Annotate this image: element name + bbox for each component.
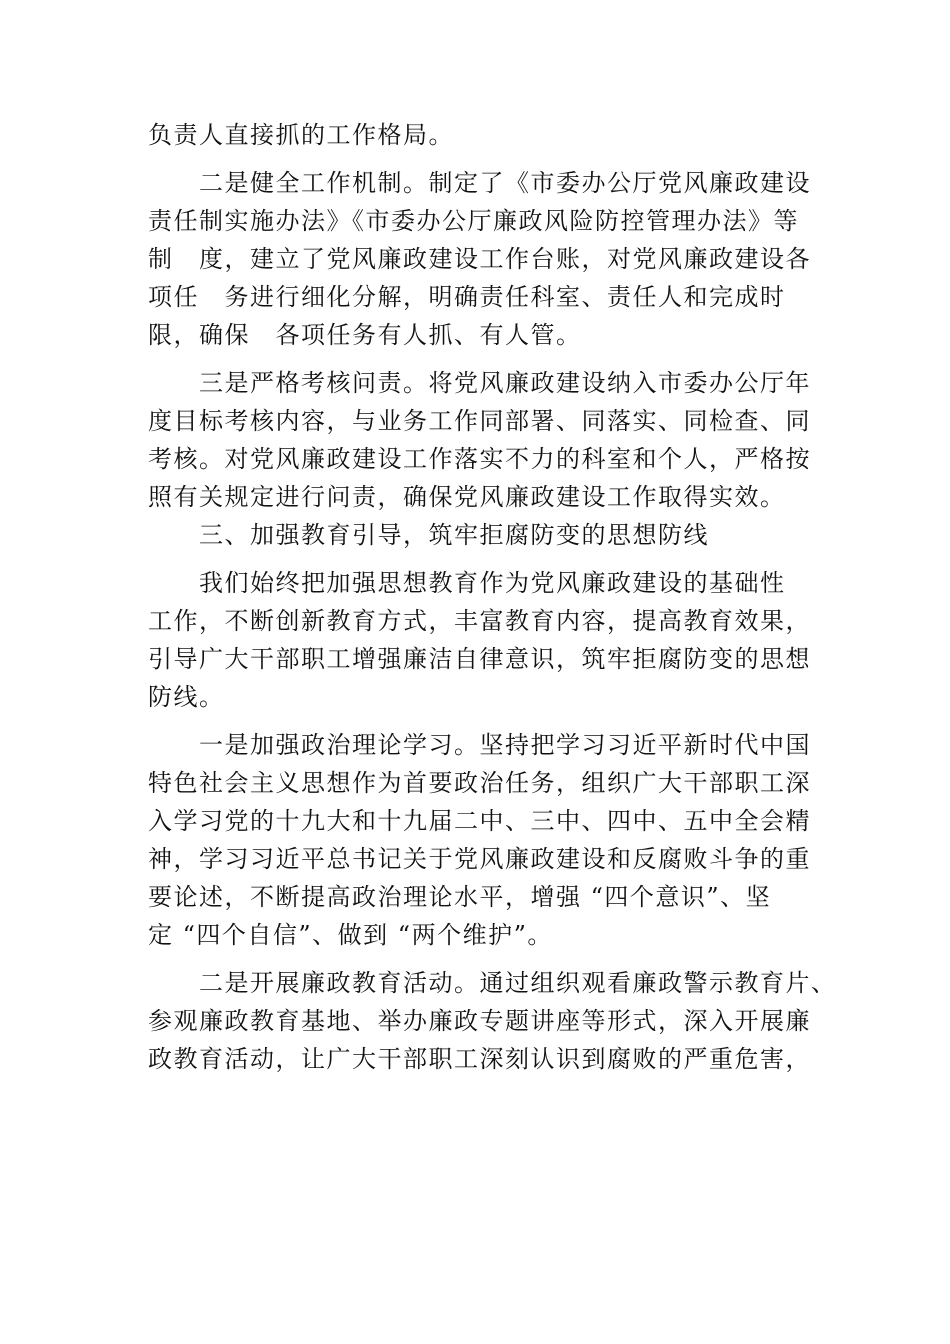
text-line: 考核。对党风廉政建设工作落实不力的科室和个人，严格按 bbox=[148, 445, 811, 473]
document-body bbox=[148, 116, 837, 1078]
text-line: 政教育活动，让广大干部职工深刻认识到腐败的严重危害， bbox=[148, 1045, 811, 1073]
text-line: 神，学习习近平总书记关于党风廉政建设和反腐败斗争的重 bbox=[148, 845, 811, 873]
text-line: 我们始终把加强思想教育作为党风廉政建设的基础性 bbox=[148, 569, 786, 597]
text-line: 二是开展廉政教育活动。通过组织观看廉政警示教育片、 bbox=[148, 969, 837, 997]
text-line: 负责人直接抓的工作格局。 bbox=[148, 121, 454, 149]
text-line: 防线。 bbox=[148, 683, 225, 711]
text-line: 要论述，不断提高政治理论水平，增强 “四个意识”、坚 bbox=[148, 883, 772, 911]
text-line: 度目标考核内容，与业务工作同部署、同落实、同检查、同 bbox=[148, 407, 811, 435]
text-line: 特色社会主义思想作为首要政治任务，组织广大干部职工深 bbox=[148, 769, 811, 797]
text-line: 定 “四个自信”、做到 “两个维护”。 bbox=[148, 921, 553, 949]
text-line: 限，确保 各项任务有人抓、有人管。 bbox=[148, 321, 582, 349]
text-line: 入学习党的十九大和十九届二中、三中、四中、五中全会精 bbox=[148, 807, 811, 835]
text-line: 一是加强政治理论学习。坚持把学习习近平新时代中国 bbox=[148, 731, 811, 759]
text-line: 工作，不断创新教育方式，丰富教育内容，提高教育效果， bbox=[148, 607, 811, 635]
text-line: 照有关规定进行问责，确保党风廉政建设工作取得实效。 bbox=[148, 483, 786, 511]
text-line: 制 度，建立了党风廉政建设工作台账，对党风廉政建设各 bbox=[148, 245, 811, 273]
text-line: 引导广大干部职工增强廉洁自律意识，筑牢拒腐防变的思想 bbox=[148, 645, 811, 673]
text-line: 三是严格考核问责。将党风廉政建设纳入市委办公厅年 bbox=[148, 369, 811, 397]
text-line: 二是健全工作机制。制定了《市委办公厅党风廉政建设 bbox=[148, 169, 811, 197]
text-line: 参观廉政教育基地、举办廉政专题讲座等形式，深入开展廉 bbox=[148, 1007, 811, 1035]
section-heading: 三、加强教育引导，筑牢拒腐防变的思想防线 bbox=[148, 521, 709, 549]
text-line: 责任制实施办法》《市委办公厅廉政风险防控管理办法》等 bbox=[148, 207, 799, 235]
text-line: 项任 务进行细化分解，明确责任科室、责任人和完成时 bbox=[148, 283, 786, 311]
